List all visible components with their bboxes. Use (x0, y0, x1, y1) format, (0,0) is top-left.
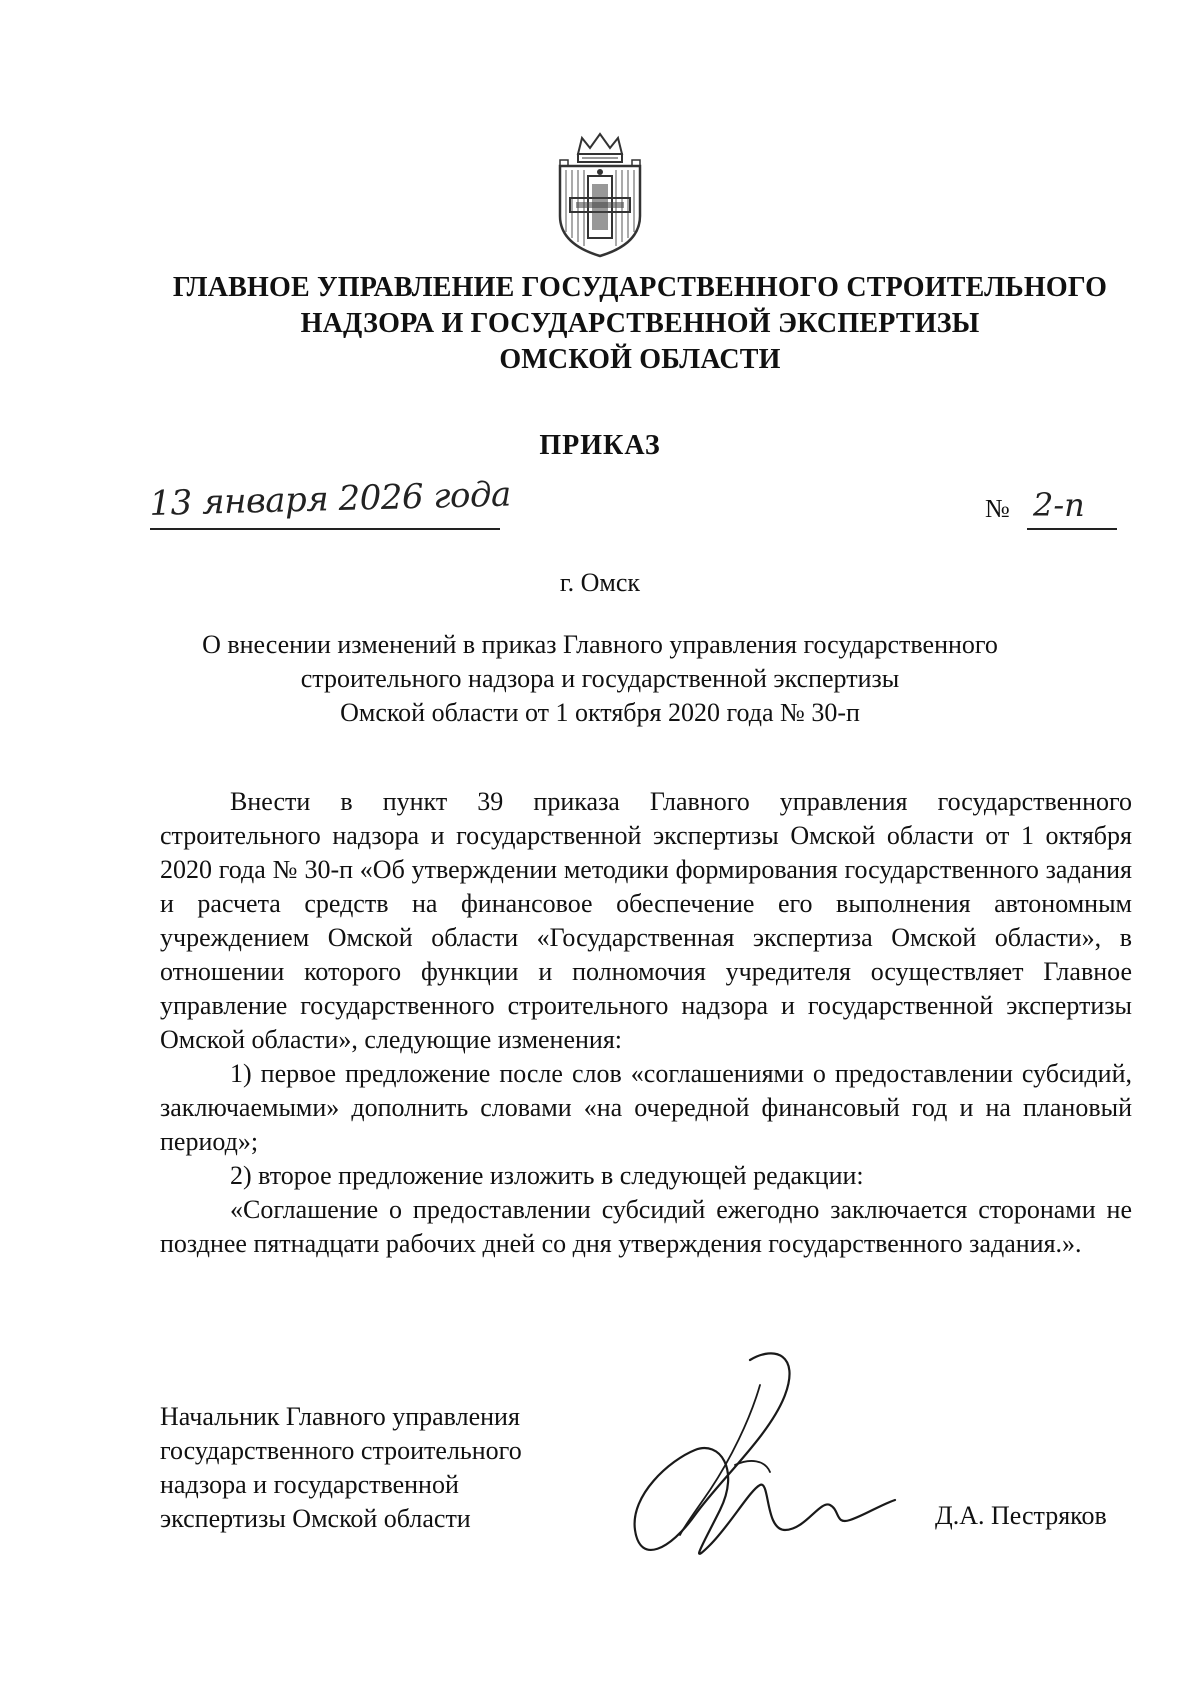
signatory-title-line: государственного строительного (160, 1436, 522, 1465)
organization-title-line: ГЛАВНОЕ УПРАВЛЕНИЕ ГОСУДАРСТВЕННОГО СТРОИТЕЛЬНОГО (172, 272, 1108, 303)
subject-line: О внесении изменений в приказ Главного управления государственного (202, 630, 998, 659)
organization-title (120, 270, 1160, 378)
signatory-title-line: надзора и государственной (160, 1470, 459, 1499)
number-underline (1027, 528, 1117, 530)
number-sign: № (985, 494, 1010, 523)
body-paragraph: Внести в пункт 39 приказа Главного управления государственного строительного надзора и государственной экспертизы Омской области от 1 октября 2020 года № 30-п «Об утверждении методики формирования государственного задания и расчета средств на финансовое обеспечение его выполнения автономным учреждением Омской области «Государственная экспертиза Омской области», в отношении которого функции и полномочия учредителя осуществляет Главное управление государственного строительного надзора и государственной экспертизы Омской области», следующие изменения: (160, 787, 1132, 1054)
subject-line: Омской области от 1 октября 2020 года № 30-п (340, 698, 860, 727)
signatory-name: Д.А. Пестряков (935, 1501, 1107, 1530)
signatory-title-line: Начальник Главного управления (160, 1402, 520, 1431)
body-paragraph: «Соглашение о предоставлении субсидий ежегодно заключается сторонами не позднее пятнадцати рабочих дней со дня утверждения государственного задания.». (160, 1195, 1132, 1258)
body-paragraph: 2) второе предложение изложить в следующей редакции: (230, 1161, 864, 1190)
body-paragraph: 1) первое предложение после слов «соглашениями о предоставлении субсидий, заключаемыми» дополнить словами «на очередной финансовый год и на плановый период»; (160, 1059, 1132, 1156)
document-subject (120, 628, 1080, 730)
document-type: ПРИКАЗ (539, 430, 661, 461)
handwritten-date: 13 января 2026 года (148, 474, 512, 524)
signatory-title-line: экспертизы Омской области (160, 1504, 471, 1533)
signature-icon (600, 1340, 900, 1590)
organization-title-line: НАДЗОРА И ГОСУДАРСТВЕННОЙ ЭКСПЕРТИЗЫ (300, 308, 980, 339)
organization-title-line: ОМСКОЙ ОБЛАСТИ (499, 344, 781, 375)
handwritten-number: 2-п (1033, 486, 1085, 524)
signatory-title (160, 1400, 522, 1536)
document-number (985, 486, 1125, 534)
document-city: г. Омск (559, 568, 641, 597)
subject-line: строительного надзора и государственной экспертизы (300, 664, 900, 693)
coat-of-arms-icon (548, 132, 652, 260)
document-date (148, 474, 512, 534)
date-underline (150, 528, 500, 530)
document-body (160, 785, 1132, 1261)
